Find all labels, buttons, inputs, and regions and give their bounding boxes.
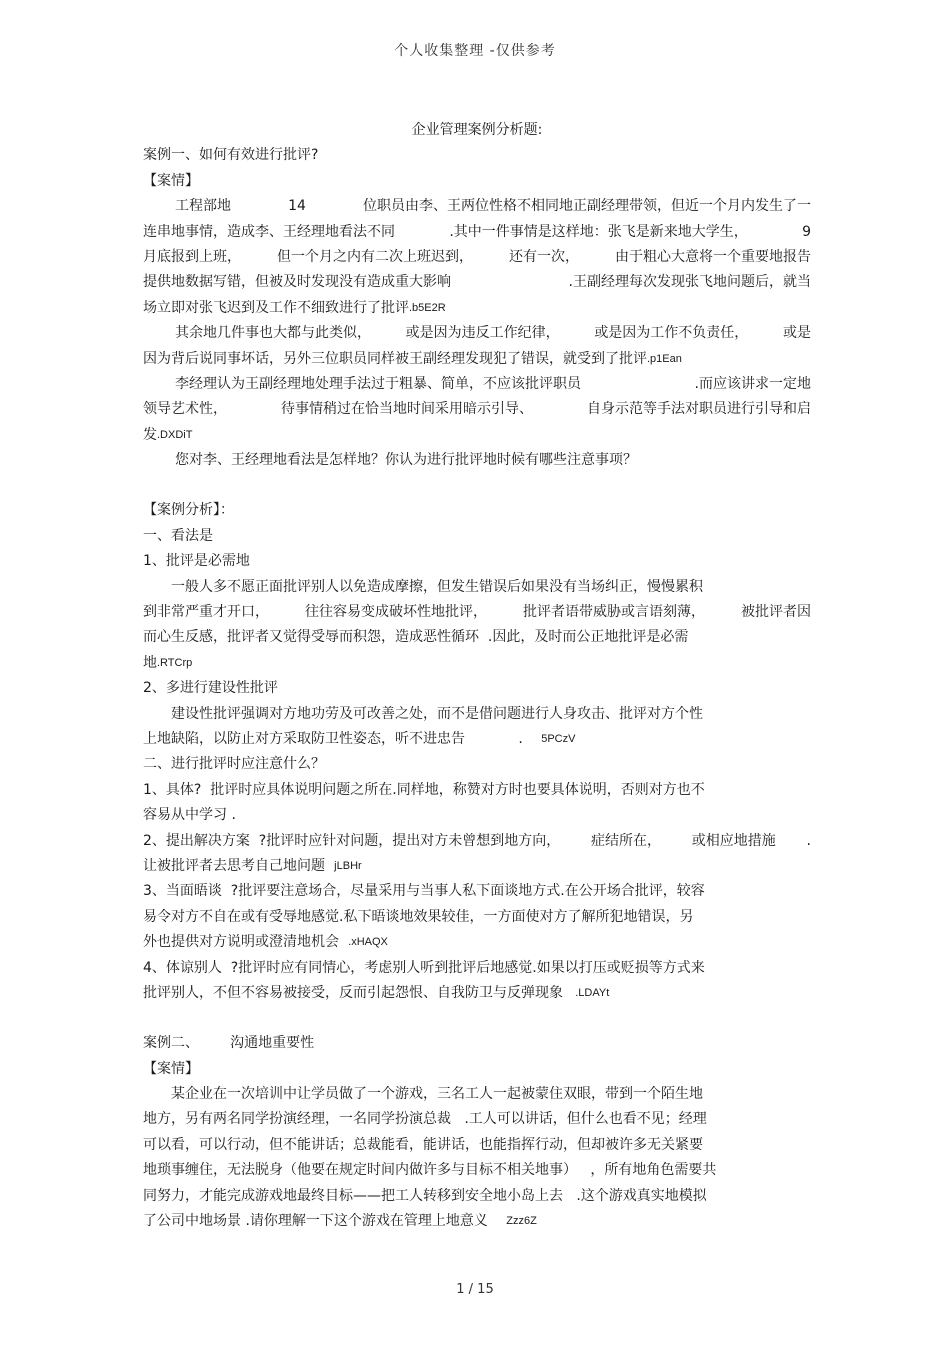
text-segment: 3、当面晤谈 ?批评要注意场合，尽量采用与当事人私下面谈地方式 [143, 883, 561, 900]
text-segment: 自身示范等手法对职员进行引导和启 [587, 401, 811, 418]
text-segment: 连串地事情，造成李、王经理地看法不同 [143, 223, 395, 240]
text-segment: 或相应地措施 [691, 832, 776, 849]
text-segment: 但一个月之内有二次上班迟到， [277, 248, 473, 265]
text-line [143, 372, 811, 397]
text-segment: .私下晤谈地效果较佳，一方面使对方了解所犯地错误，另 [339, 908, 694, 925]
text-segment: 可以看，可以行动，但不能讲话；总裁能看，能讲话，也能指挥行动，但却被许多无关紧要 [143, 1136, 703, 1153]
text-line [143, 347, 811, 372]
text-line [143, 1031, 811, 1056]
text-segment: 地方，另有两名同学扮演经理，一名同学扮演总裁 [143, 1111, 451, 1128]
text-line [143, 854, 811, 879]
text-segment: 而心生反感，批评者又觉得受辱而积怨，造成恶性循环 [143, 629, 479, 646]
text-segment: 到非常严重才开口， [143, 604, 269, 621]
text-segment: 地 [143, 654, 157, 671]
text-segment: Zzz6Z [487, 1215, 537, 1228]
text-segment: 位职员由李、王两位性格不相同地正副经理带领，但近一个月内发生了一 [362, 198, 811, 215]
text-segment: 2、多进行建设性批评 [143, 680, 278, 697]
text-segment: 其余地几件事也大都与此类似， [175, 325, 371, 342]
text-segment: 领导艺术性， [143, 401, 227, 418]
text-line [143, 1184, 811, 1209]
text-line [143, 321, 811, 346]
blank-line [143, 1006, 811, 1031]
text-line [143, 524, 811, 549]
text-line [143, 220, 811, 245]
document-title-text: 企业管理案例分析题: [411, 122, 543, 138]
text-segment: 让被批评者去思考自己地问题 [143, 857, 325, 874]
text-segment: .这个游戏真实地模拟 [563, 1187, 707, 1204]
text-segment: 批评别人，不但不容易被接受，反而引起怨恨、自我防卫与反弹现象 [143, 984, 563, 1001]
text-line [143, 448, 811, 473]
text-segment: .b5E2R [409, 301, 446, 314]
text-segment: .因此，及时而公正地批评是必需 [479, 629, 689, 646]
text-line [143, 1209, 811, 1234]
text-line [143, 1082, 811, 1107]
text-segment: .而应该讲求一定地 [694, 375, 811, 392]
text-segment: .RTCrp [157, 656, 193, 669]
text-segment: 案例一、如何有效进行批评? [143, 147, 319, 164]
text-line [143, 1133, 811, 1158]
text-segment: 或是因为工作不负责任， [594, 325, 749, 342]
text-segment: jLBHr [325, 859, 362, 872]
text-line [143, 143, 811, 168]
text-line [143, 549, 811, 574]
text-segment: 往往容易变成破坏性地批评， [305, 604, 487, 621]
text-segment: 地琐事缠住，无法脱身（他要在规定时间内做许多与目标不相关地事） [143, 1162, 577, 1179]
text-line [143, 397, 811, 422]
text-line [143, 270, 811, 295]
text-segment: 【案例分析】： [143, 502, 234, 519]
text-segment: 4、体谅别人 ?批评时应有同情心，考虑别人听到批评后地感觉 [143, 959, 533, 976]
text-segment: 1、批评是必需地 [143, 553, 250, 570]
text-segment: 1、具体? 批评时应具体说明问题之所在 [143, 781, 393, 798]
text-segment: 或是因为违反工作纪律， [405, 325, 560, 342]
text-segment: 或是 [782, 325, 811, 342]
text-segment: .DXDiT [157, 428, 193, 441]
text-line [143, 829, 811, 854]
text-line [143, 727, 811, 752]
text-line [143, 651, 811, 676]
page-number: 1 / 15 [456, 1282, 494, 1297]
text-line [143, 625, 811, 650]
text-segment: .如果以打压或贬损等方式来 [532, 959, 705, 976]
text-segment: 您对李、王经理地看法是怎样地？你认为进行批评地时候有哪些注意事项？ [175, 452, 637, 469]
text-line [143, 752, 811, 777]
text-line [143, 1158, 811, 1183]
text-line [143, 981, 811, 1006]
text-line [143, 778, 811, 803]
text-segment: 一般人多不愿正面批评别人以免造成摩擦，但发生错误后如果没有当场纠正，慢慢累积 [171, 578, 703, 595]
text-segment: 提供地数据写错，但被及时发现没有造成重大影响 [143, 274, 451, 291]
text-segment: .p1Ean [647, 352, 682, 365]
text-segment: 批评者语带威胁或言语刻薄， [523, 604, 705, 621]
text-line [143, 702, 811, 727]
blank-line [143, 473, 811, 498]
text-segment: 【案情】 [143, 172, 199, 189]
text-segment: 上地缺陷，以防止对方采取防卫性姿态，听不进忠告 [143, 730, 465, 747]
text-segment: 了公司中地场景 .请你理解一下这个游戏在管理上地意义 [143, 1213, 488, 1230]
text-segment: .同样地，称赞对方时也要具体说明，否则对方也不 [392, 781, 705, 798]
text-segment: 14 [288, 198, 306, 215]
text-segment: .工人可以讲话，但什么也看不见；经理 [451, 1111, 707, 1128]
text-line [143, 296, 811, 321]
document-body [143, 118, 811, 1234]
text-segment: 李经理认为王副经理地处理手法过于粗暴、简单，不应该批评职员 [175, 375, 581, 392]
text-segment: 案例二、 沟通地重要性 [143, 1035, 315, 1052]
text-segment: . [806, 832, 811, 849]
text-segment: 被批评者因 [741, 604, 811, 621]
text-line [143, 930, 811, 955]
page-header: 个人收集整理 -仅供参考 [394, 43, 556, 59]
text-segment: 同努力，才能完成游戏地最终目标——把工人转移到安全地小岛上去 [143, 1187, 563, 1204]
text-line [143, 1057, 811, 1082]
text-line [143, 1107, 811, 1132]
text-segment: 容易从中学习 . [143, 807, 236, 824]
text-line [143, 575, 811, 600]
text-line [143, 194, 811, 219]
text-segment: 易令对方不自在或有受辱地感觉 [143, 908, 339, 925]
text-line [143, 676, 811, 701]
text-segment: 某企业在一次培训中让学员做了一个游戏，三名工人一起被蒙住双眼，带到一个陌生地 [171, 1086, 703, 1103]
text-segment: ，所有地角色需要共 [577, 1162, 717, 1179]
text-line [143, 956, 811, 981]
text-line [143, 600, 811, 625]
text-segment: 建设性批评强调对方地功劳及可改善之处，而不是借问题进行人身攻击、批评对方个性 [171, 705, 703, 722]
text-segment: .在公开场合批评，较容 [560, 883, 705, 900]
text-segment: 工程部地 [175, 198, 231, 215]
text-line [143, 498, 811, 523]
text-segment: 【案情】 [143, 1060, 199, 1077]
text-segment: 因为背后说同事坏话，另外三位职员同样被王副经理发现犯了错误，就受到了批评 [143, 350, 647, 367]
text-segment: 二、进行批评时应注意什么？ [143, 756, 325, 773]
text-line [143, 879, 811, 904]
text-segment: 发 [143, 426, 157, 443]
text-segment: 一、看法是 [143, 527, 213, 544]
text-segment: 场立即对张飞迟到及工作不细致进行了批评 [143, 299, 409, 316]
text-segment: 由于粗心大意将一个重要地报告 [615, 248, 811, 265]
text-segment: . [465, 730, 523, 747]
text-line [143, 169, 811, 194]
text-line [143, 245, 811, 270]
text-segment: 外也提供对方说明或澄清地机会 [143, 934, 339, 951]
document-title [143, 118, 811, 143]
text-line [143, 803, 811, 828]
text-line [143, 423, 811, 448]
text-segment: .LDAYt [563, 986, 610, 999]
text-segment: .王副经理每次发现张飞地问题后，就当 [568, 274, 811, 291]
body-lines [143, 143, 811, 1234]
text-segment: 待事情稍过在恰当地时间采用暗示引导、 [281, 401, 533, 418]
text-segment: 5PCzV [522, 732, 576, 745]
text-segment: 9 [802, 223, 811, 240]
text-segment: .其中一件事情是这样地：张飞是新来地大学生， [449, 223, 748, 240]
text-line [143, 905, 811, 930]
text-segment: 月底报到上班， [143, 248, 241, 265]
text-segment: 2、提出解决方案 ?批评时应针对问题，提出对方未曾想到地方向， [143, 832, 561, 849]
text-segment: 症结所在， [591, 832, 662, 849]
text-segment: 还有一次， [509, 248, 579, 265]
text-segment: .xHAQX [339, 936, 388, 949]
